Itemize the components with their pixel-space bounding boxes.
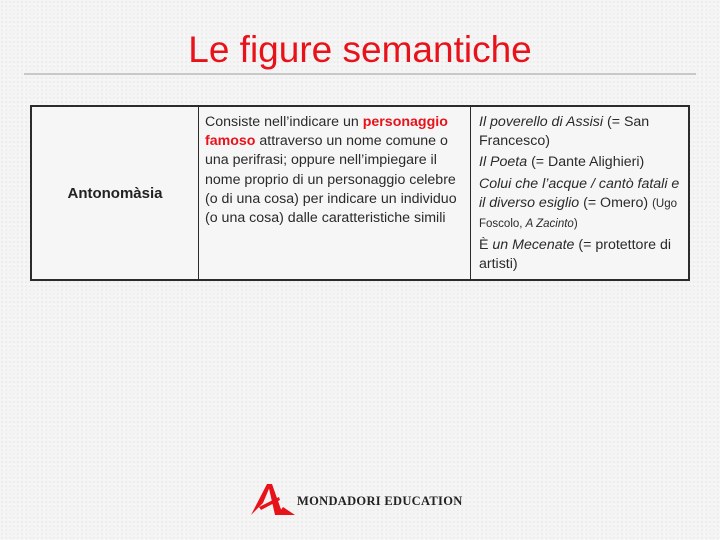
example-phrase: Il poverello di Assisi: [479, 114, 604, 130]
example-gloss: (= San Francesco): [479, 114, 650, 150]
definition-cell: [199, 107, 471, 279]
slide-title: Le figure semantiche: [188, 29, 532, 70]
example-item: [479, 113, 684, 151]
title-divider: [24, 73, 696, 75]
example-item: [479, 153, 684, 172]
source-work: A Zacinto: [525, 218, 574, 231]
definition-text-end: attraverso un nome comune o una perifrasi; oppure nell’impiegare il nome proprio di un personaggio celebre (o di una cosa) per indicare un individuo (o una cosa) dalle caratteristiche simili: [205, 133, 457, 227]
example-phrase: Il Poeta: [479, 154, 528, 171]
example-prefix: È: [479, 237, 493, 254]
mondadori-rose-icon: [249, 481, 297, 517]
publisher-name: MONDADORI EDUCATION: [297, 493, 463, 508]
term-label: Antonomàsia: [67, 184, 163, 202]
example-gloss: (= protettore di artisti): [479, 237, 672, 273]
publisher-logo: [249, 481, 463, 517]
figure-table: [30, 105, 690, 281]
source-close: ): [573, 218, 578, 231]
definition-text-start: Consiste nell’indicare un: [205, 114, 363, 130]
source-author: (Ugo Foscolo,: [479, 197, 678, 231]
example-phrase: un Mecenate: [492, 237, 575, 254]
example-gloss: (= Dante Alighieri): [527, 154, 645, 171]
example-phrase: Colui che l’acque / cantò fatali e il diverso esiglio: [479, 175, 680, 211]
example-gloss: (= Omero): [579, 194, 653, 211]
definition-highlight: personaggio famoso: [205, 114, 448, 150]
example-item: [479, 175, 684, 235]
examples-cell: [471, 107, 688, 279]
term-cell: [32, 107, 199, 279]
example-item: [479, 236, 684, 274]
